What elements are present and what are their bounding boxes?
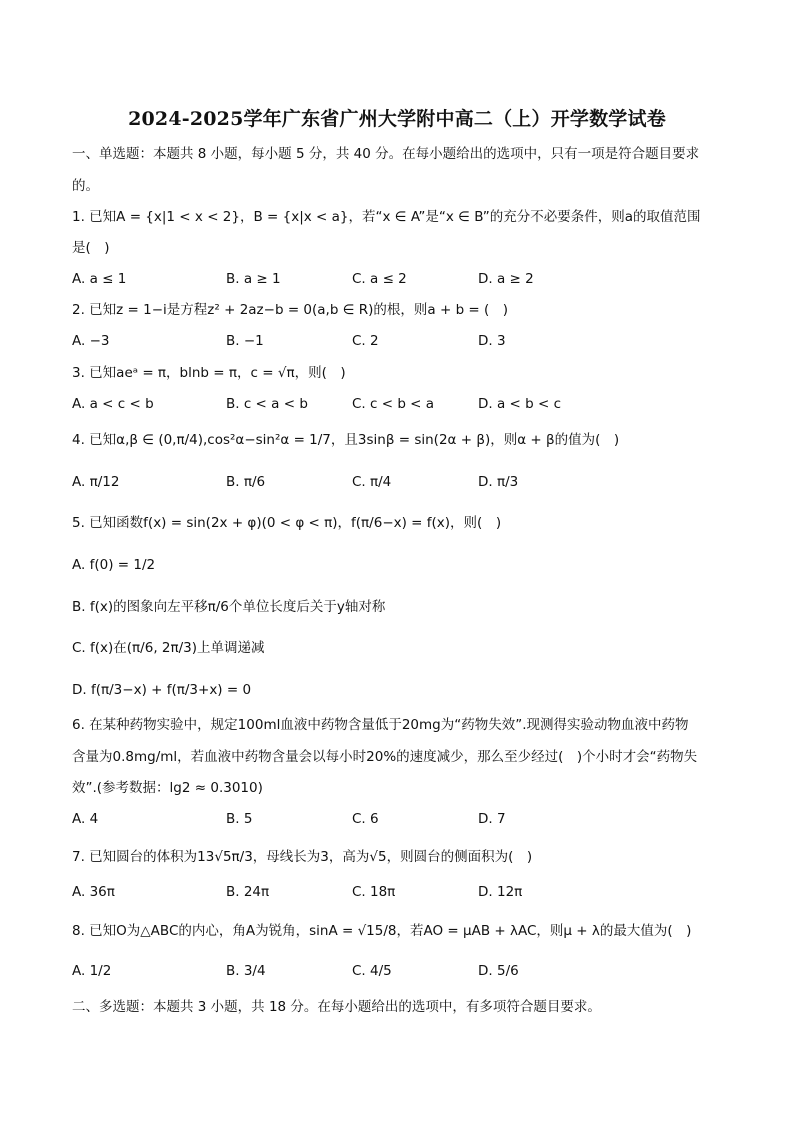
question-7-stem: 7. 已知圆台的体积为13√5π/3，母线长为3，高为√5，则圆台的侧面积为( ): [72, 849, 533, 865]
q2-option-b: B. −1: [226, 333, 264, 349]
question-6-stem-cont-2: 效”.(参考数据：lg2 ≈ 0.3010): [72, 780, 263, 796]
q8-option-b: B. 3/4: [226, 963, 266, 979]
q4-option-c: C. π/4: [352, 474, 392, 490]
q6-option-b: B. 5: [226, 811, 253, 827]
q6-option-c: C. 6: [352, 811, 379, 827]
q8-option-d: D. 5/6: [478, 963, 519, 979]
q5-option-b: B. f(x)的图象向左平移π/6个单位长度后关于y轴对称: [72, 599, 386, 615]
q5-option-d: D. f(π/3−x) + f(π/3+x) = 0: [72, 682, 252, 698]
section-2-heading: 二、多选题：本题共 3 小题，共 18 分。在每小题给出的选项中，有多项符合题目要求。: [72, 999, 601, 1015]
q1-option-c: C. a ≤ 2: [352, 271, 407, 287]
question-5-stem: 5. 已知函数f(x) = sin(2x + φ)(0 < φ < π)，f(π/6−x) = f(x)，则( ): [72, 515, 502, 531]
q7-option-c: C. 18π: [352, 884, 396, 900]
q3-option-d: D. a < b < c: [478, 396, 562, 412]
q3-option-a: A. a < c < b: [72, 396, 154, 412]
question-6-stem-cont: 含量为0.8mg/ml，若血液中药物含量会以每小时20%的速度减少，那么至少经过( )个小时才会“药物失: [72, 749, 698, 765]
q7-option-b: B. 24π: [226, 884, 270, 900]
question-3-stem: 3. 已知aeᵃ = π，blnb = π，c = √π，则( ): [72, 365, 346, 381]
q8-option-a: A. 1/2: [72, 963, 112, 979]
q3-option-b: B. c < a < b: [226, 396, 308, 412]
page-title: 2024-2025学年广东省广州大学附中高二（上）开学数学试卷: [128, 108, 666, 130]
section-1-heading-cont: 的。: [72, 178, 99, 194]
q1-option-d: D. a ≥ 2: [478, 271, 534, 287]
q1-option-a: A. a ≤ 1: [72, 271, 127, 287]
q6-option-d: D. 7: [478, 811, 506, 827]
question-4-stem: 4. 已知α,β ∈ (0,π/4),cos²α−sin²α = 1/7，且3sinβ = sin(2α + β)，则α + β的值为( ): [72, 432, 620, 448]
question-1-stem: 1. 已知A = {x|1 < x < 2}，B = {x|x < a}，若“x ∈ A”是“x ∈ B”的充分不必要条件，则a的取值范围: [72, 209, 701, 225]
q7-option-a: A. 36π: [72, 884, 115, 900]
q8-option-c: C. 4/5: [352, 963, 392, 979]
question-8-stem: 8. 已知O为△ABC的内心，角A为锐角，sinA = √15/8，若AO = μAB + λAC，则μ + λ的最大值为( ): [72, 923, 692, 939]
section-1-heading: 一、单选题：本题共 8 小题，每小题 5 分，共 40 分。在每小题给出的选项中，只有一项是符合题目要求: [72, 146, 700, 162]
q4-option-a: A. π/12: [72, 474, 120, 490]
q2-option-d: D. 3: [478, 333, 506, 349]
q5-option-a: A. f(0) = 1/2: [72, 557, 156, 573]
q2-option-a: A. −3: [72, 333, 110, 349]
q7-option-d: D. 12π: [478, 884, 523, 900]
q6-option-a: A. 4: [72, 811, 99, 827]
question-2-stem: 2. 已知z = 1−i是方程z² + 2az−b = 0(a,b ∈ R)的根，则a + b = ( ): [72, 302, 509, 318]
q3-option-c: C. c < b < a: [352, 396, 435, 412]
question-1-stem-cont: 是( ): [72, 240, 110, 256]
q4-option-b: B. π/6: [226, 474, 266, 490]
q4-option-d: D. π/3: [478, 474, 519, 490]
q1-option-b: B. a ≥ 1: [226, 271, 281, 287]
q2-option-c: C. 2: [352, 333, 379, 349]
question-6-stem: 6. 在某种药物实验中，规定100ml血液中药物含量低于20mg为“药物失效”.现测得实验动物血液中药物: [72, 717, 689, 733]
q5-option-c: C. f(x)在(π/6, 2π/3)上单调递减: [72, 640, 265, 656]
